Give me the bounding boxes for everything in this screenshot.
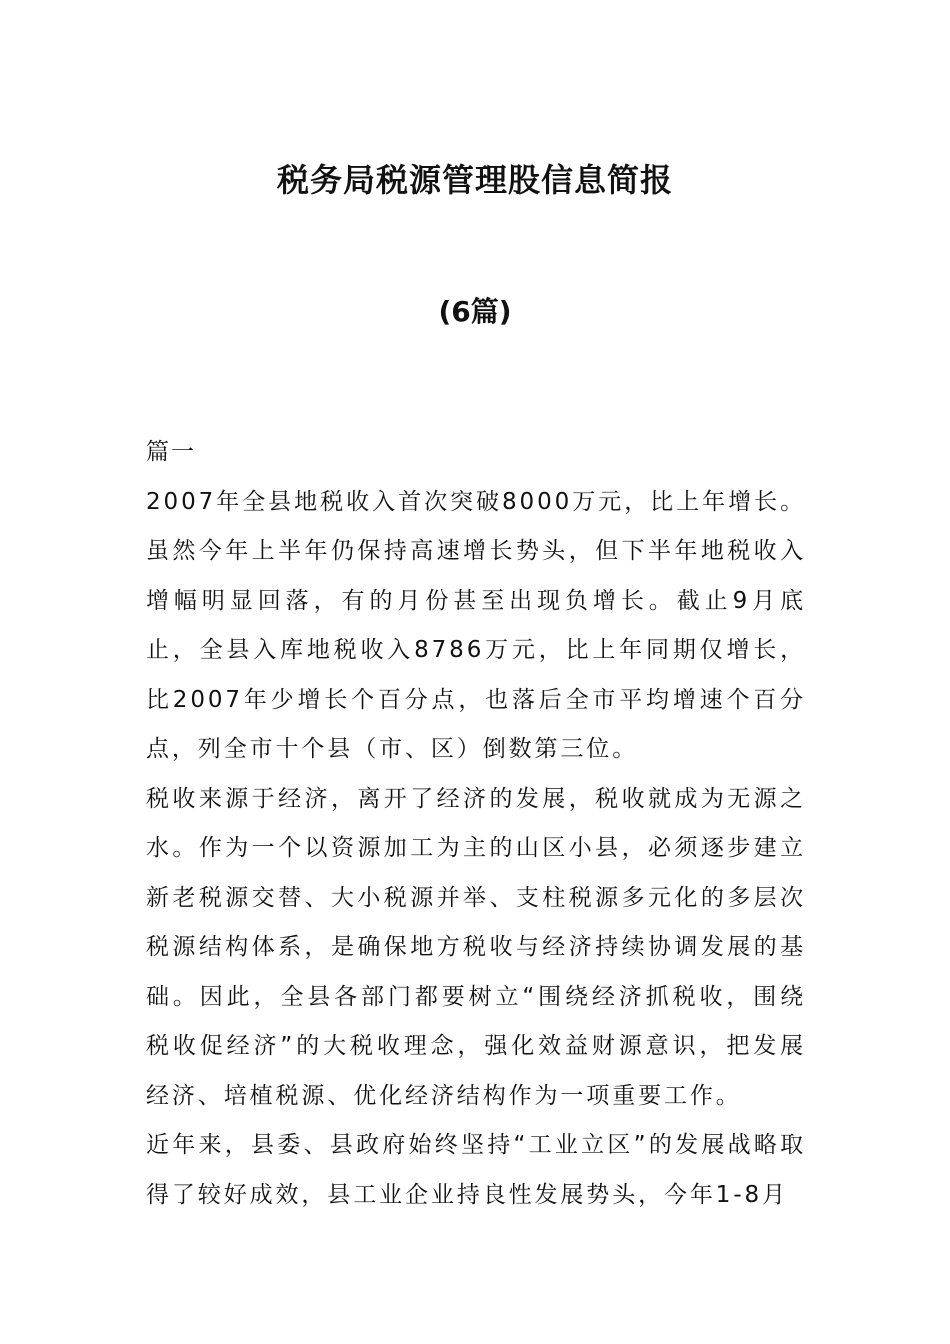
body-paragraph: 税收来源于经济，离开了经济的发展，税收就成为无源之水。作为一个以资源加工为主的山区小县，必须逐步建立新老税源交替、大小税源并举、支柱税源多元化的多层次税源结构体系，是确保地方税收与经济持续协调发展的基础。因此，全县各部门都要树立“围绕经济抓税收，围绕税收促经济”的大税收理念，强化效益财源意识，把发展经济、培植税源、优化经济结构作为一项重要工作。 bbox=[146, 785, 806, 1109]
body-paragraph: 近年来，县委、县政府始终坚持“工业立区”的发展战略取得了较好成效，县工业企业持良性发展势头，今年1-8月 bbox=[146, 1132, 806, 1208]
document-title: 税务局税源管理股信息简报 bbox=[276, 161, 673, 199]
document-body bbox=[146, 428, 806, 1220]
section-label: 篇一 bbox=[146, 439, 196, 465]
body-paragraph: 2007年全县地税收入首次突破8000万元，比上年增长。虽然今年上半年仍保持高速增长势头，但下半年地税收入增幅明显回落，有的月份甚至出现负增长。截止9月底止，全县入库地税收入8786万元，比上年同期仅增长，比2007年少增长个百分点，也落后全市平均增速个百分点，列全市十个县（市、区）倒数第三位。 bbox=[146, 488, 806, 762]
document-subtitle: (6篇) bbox=[438, 295, 512, 328]
